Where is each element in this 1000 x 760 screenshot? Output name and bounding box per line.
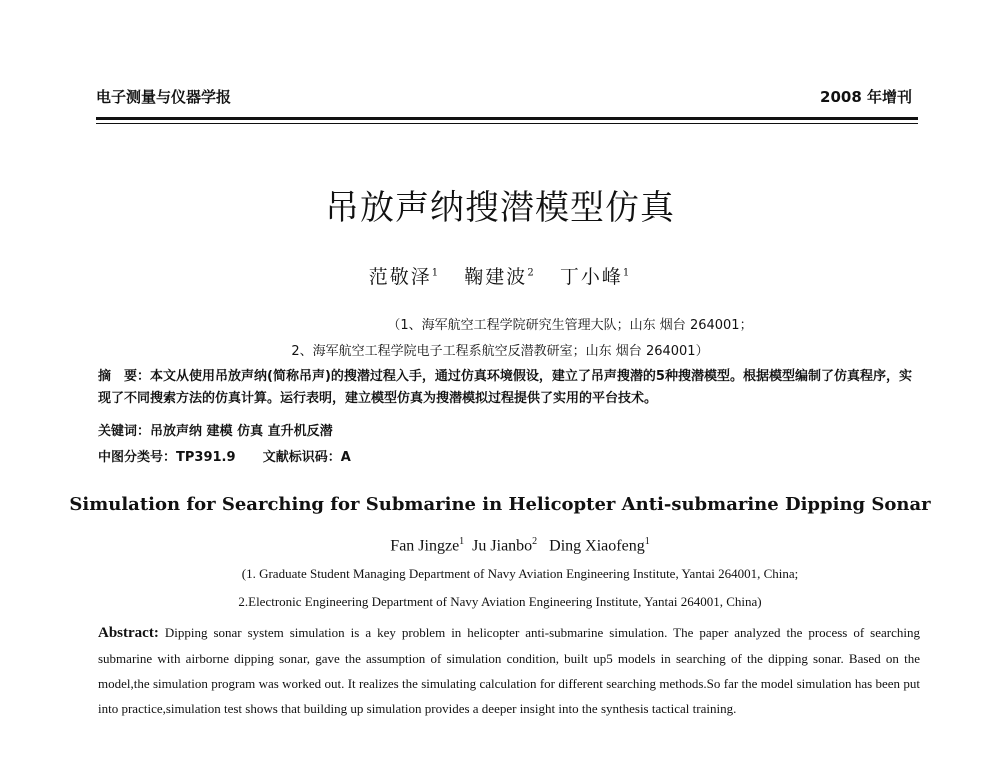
- author-cn-3: 丁小峰: [559, 266, 623, 288]
- author-cn-1: 范敬泽: [368, 266, 432, 288]
- author-cn-2: 鞠建波: [464, 266, 528, 288]
- classification-code: TP391.9: [176, 450, 236, 465]
- author-en-3: Ding Xiaofeng: [549, 537, 645, 555]
- authors-cn: [0, 262, 1000, 289]
- journal-name: 电子测量与仪器学报: [96, 88, 232, 106]
- keywords-cn: [98, 421, 920, 443]
- classification-label: 中图分类号：: [98, 450, 177, 465]
- author-en-3-sup: 1: [644, 536, 650, 547]
- authors-en: [0, 536, 1000, 555]
- paper-title-en: Simulation for Searching for Submarine in Helicopter Anti-submarine Dipping Sonar: [69, 494, 931, 515]
- author-en-1-sup: 1: [459, 536, 465, 547]
- author-en-2-sup: 2: [532, 536, 538, 547]
- paper-title-cn: 吊放声纳搜潜模型仿真: [325, 188, 675, 228]
- abstract-cn-label: 摘 要：: [98, 369, 151, 384]
- affiliation-en-2: 2.Electronic Engineering Department of Navy Aviation Engineering Institute, Yantai 264001, China): [238, 594, 762, 609]
- abstract-cn: [98, 366, 920, 410]
- keywords-cn-text: 吊放声纳 建模 仿真 直升机反潜: [150, 424, 333, 439]
- author-en-2: Ju Jianbo: [472, 537, 533, 555]
- affiliation-cn-1: （1、海军航空工程学院研究生管理大队；山东 烟台 264001；: [387, 318, 753, 333]
- doc-code-label: 文献标识码：: [262, 450, 341, 465]
- affiliation-cn-2: 2、海军航空工程学院电子工程系航空反潜教研室；山东 烟台 264001）: [291, 344, 709, 359]
- classification-cn: [98, 447, 920, 469]
- abstract-cn-text: 本文从使用吊放声纳(简称吊声)的搜潜过程入手，通过仿真环境假设，建立了吊声搜潜的5种搜潜模型。根据模型编制了仿真程序，实现了不同搜索方法的仿真计算。运行表明，建立模型仿真为搜潜模拟过程提供了实用的平台技术。: [98, 369, 912, 406]
- keywords-cn-label: 关键词：: [98, 424, 151, 439]
- author-cn-3-sup: 1: [622, 267, 632, 279]
- issue-label: 2008 年增刊: [820, 88, 912, 106]
- abstract-en-label: Abstract:: [98, 625, 159, 641]
- author-en-1: Fan Jingze: [390, 537, 460, 555]
- affiliation-en-1: (1. Graduate Student Managing Department of Navy Aviation Engineering Institute, Yantai 264001, China;: [241, 566, 799, 581]
- abstract-en-text: Dipping sonar system simulation is a key problem in helicopter anti-submarine simulation. The paper analyzed the process of searching submarine with airborne dipping sonar, gave the assumption of simulation condition, built up5 models in searching of the dipping sonar. Based on the model,the simulation program was worked out. It realizes the simulating calculation for different searching methods.So far the model simulation has been put into practice,simulation test shows that building up simulation provides a deeper insight into the synthesis tactical training.: [98, 625, 920, 716]
- header-rule-thick: [96, 117, 918, 120]
- abstract-en: [98, 620, 920, 721]
- doc-code: A: [340, 450, 351, 465]
- author-cn-2-sup: 2: [527, 267, 536, 279]
- header-rule-thin: [96, 123, 918, 124]
- author-cn-1-sup: 1: [431, 267, 441, 279]
